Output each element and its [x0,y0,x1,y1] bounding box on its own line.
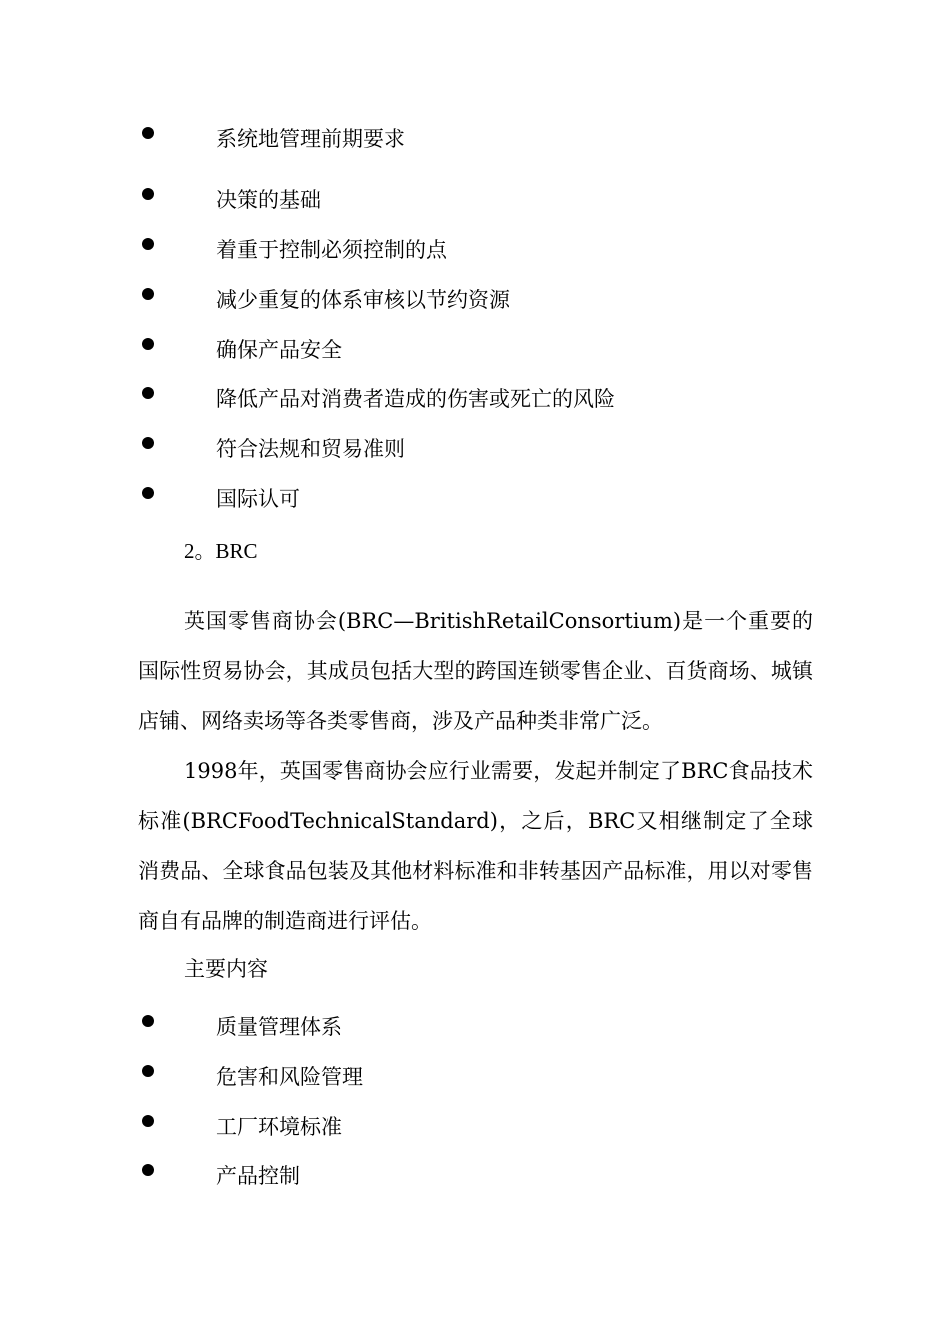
list-item-text: 符合法规和贸易准则 [216,437,405,461]
list-item [138,185,838,215]
list-item [138,434,838,464]
list-item [138,1012,838,1042]
paragraph: 1998年，英国零售商协会应行业需要，发起并制定了BRC食品技术标准(BRCFoodTechnicalStandard)，之后，BRC又相继制定了全球消费品、全球食品包装及其他材料标准和非转基因产品标准，用以对零售商自有品牌的制造商进行评估。 [138,759,813,933]
main-content-label: 主要内容 [184,957,268,981]
list-item [138,335,838,365]
bullet-icon [142,437,154,449]
bullet-icon [142,1015,154,1027]
list-item [138,484,838,514]
list-item-text: 确保产品安全 [216,338,342,362]
list-item-text: 着重于控制必须控制的点 [216,238,447,262]
bullet-icon [142,487,154,499]
paragraph: 英国零售商协会(BRC—BritishRetailConsortium)是一个重要的国际性贸易协会，其成员包括大型的跨国连锁零售企业、百货商场、城镇店铺、网络卖场等各类零售商，涉及产品种类非常广泛。 [138,609,813,733]
list-item [138,384,838,414]
bullet-icon [142,288,154,300]
bullet-icon [142,1164,154,1176]
list-item [138,1161,838,1191]
list-item [138,285,838,315]
bullet-icon [142,188,154,200]
bullet-icon [142,338,154,350]
list-item [138,124,838,154]
list-item-text: 降低产品对消费者造成的伤害或死亡的风险 [216,387,615,411]
bullet-icon [142,387,154,399]
bullet-icon [142,1115,154,1127]
bullet-icon [142,238,154,250]
bullet-icon [142,127,154,139]
list-item-text: 产品控制 [216,1164,300,1188]
bullet-icon [142,1065,154,1077]
list-item-text: 工厂环境标准 [216,1115,342,1139]
list-item-text: 决策的基础 [216,188,321,212]
list-item [138,1112,838,1142]
list-item-text: 系统地管理前期要求 [216,127,405,151]
list-item-text: 危害和风险管理 [216,1065,363,1089]
list-item [138,1062,838,1092]
list-item [138,235,838,265]
list-item-text: 国际认可 [216,487,300,511]
list-item-text: 减少重复的体系审核以节约资源 [216,288,510,312]
list-item-text: 质量管理体系 [216,1015,342,1039]
section-heading: 2。BRC [184,539,258,563]
